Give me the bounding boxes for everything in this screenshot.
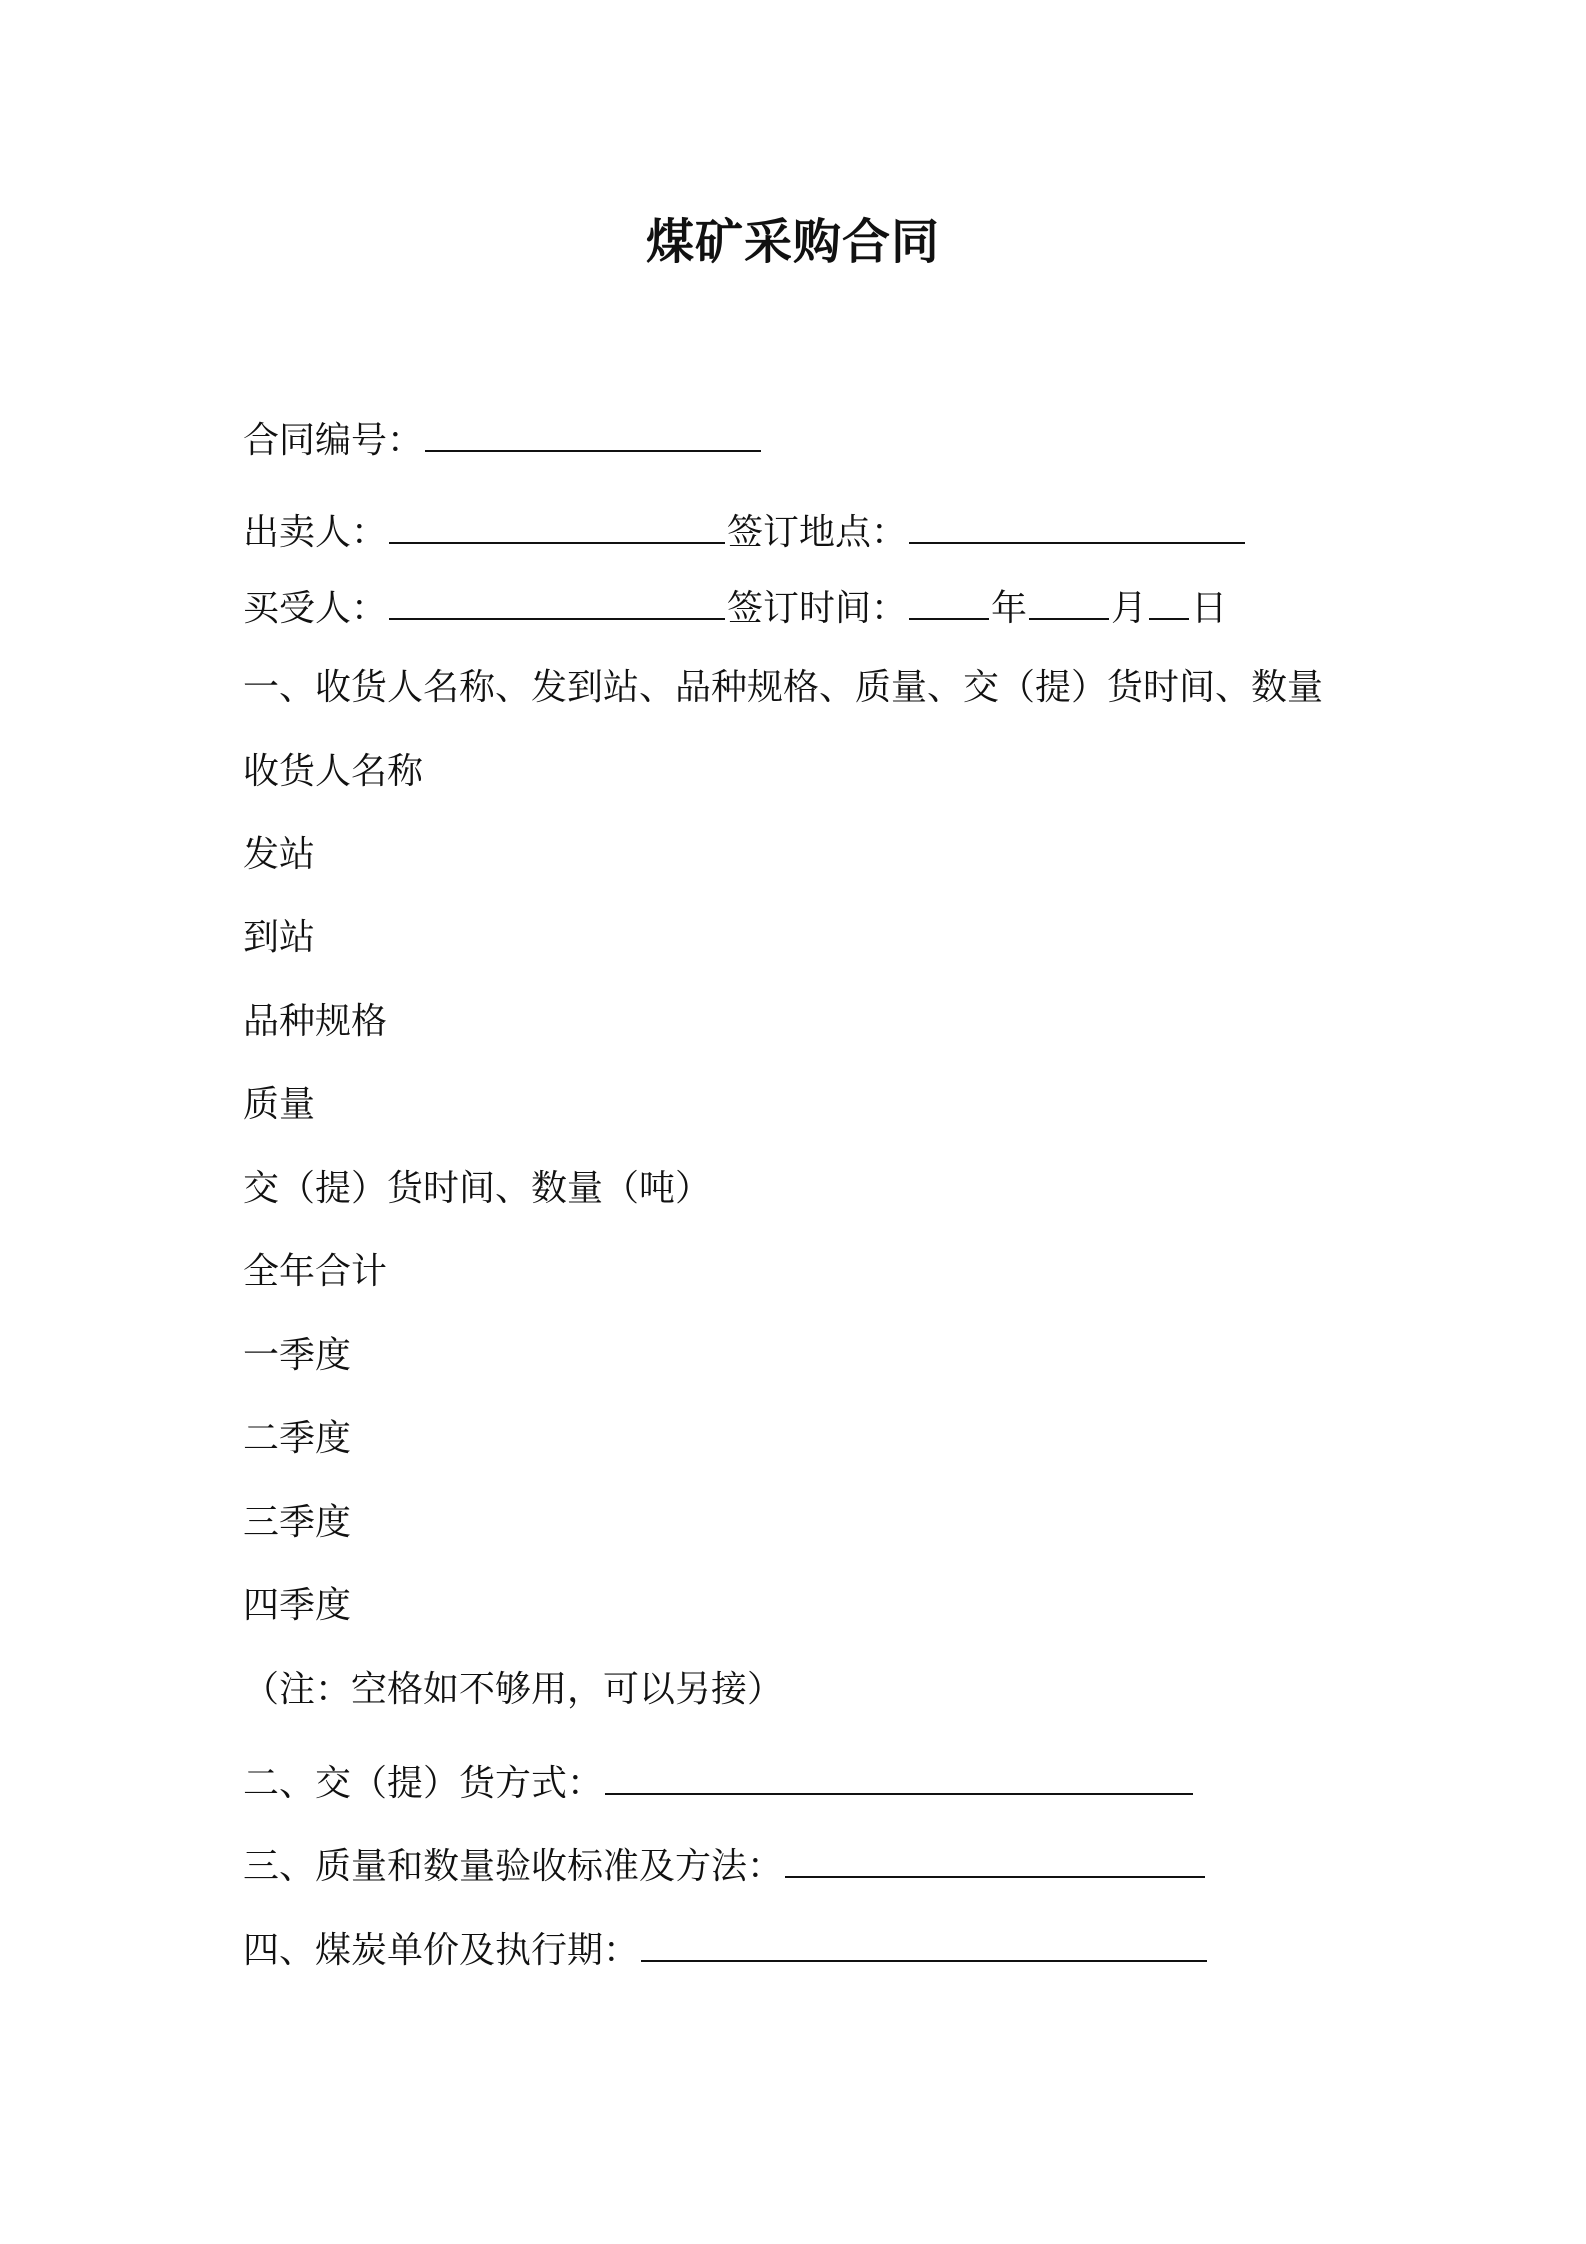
delivery-method-field[interactable] xyxy=(605,1757,1193,1795)
acceptance-standard-field[interactable] xyxy=(785,1840,1205,1878)
sign-place-field[interactable] xyxy=(909,506,1245,544)
section3-line xyxy=(243,1840,1207,1889)
seller-field[interactable] xyxy=(389,506,725,544)
month-label: 月 xyxy=(1111,588,1148,629)
item-arrival-station: 到站 xyxy=(243,917,316,958)
item-delivery-time-quantity: 交（提）货时间、数量（吨） xyxy=(243,1168,712,1209)
contract-no-field[interactable] xyxy=(425,414,761,452)
day-label: 日 xyxy=(1191,588,1228,629)
item-variety-spec: 品种规格 xyxy=(243,1001,388,1042)
seller-line xyxy=(243,506,1247,555)
buyer-field[interactable] xyxy=(389,582,725,620)
item-q3: 三季度 xyxy=(243,1502,352,1543)
item-q2: 二季度 xyxy=(243,1418,352,1459)
section2-label: 二、交（提）货方式： xyxy=(243,1763,604,1804)
document-title: 煤矿采购合同 xyxy=(645,214,940,270)
item-consignee-name: 收货人名称 xyxy=(243,751,424,792)
year-label: 年 xyxy=(991,588,1028,629)
buyer-line xyxy=(243,582,1227,631)
sign-day-field[interactable] xyxy=(1149,582,1189,620)
item-departure-station: 发站 xyxy=(243,834,316,875)
item-quality: 质量 xyxy=(243,1084,316,1125)
note: （注：空格如不够用，可以另接） xyxy=(243,1669,784,1710)
section4-line xyxy=(243,1924,1209,1973)
item-q1: 一季度 xyxy=(243,1335,352,1376)
contract-no-line xyxy=(243,414,763,463)
sign-month-field[interactable] xyxy=(1029,582,1109,620)
buyer-label: 买受人： xyxy=(243,588,388,629)
item-q4: 四季度 xyxy=(243,1585,352,1626)
sign-year-field[interactable] xyxy=(909,582,989,620)
sign-place-label: 签订地点： xyxy=(727,512,908,553)
item-annual-total: 全年合计 xyxy=(243,1251,388,1292)
contract-no-label: 合同编号： xyxy=(243,420,424,461)
section2-line xyxy=(243,1757,1195,1806)
section4-label: 四、煤炭单价及执行期： xyxy=(243,1930,640,1971)
seller-label: 出卖人： xyxy=(243,512,388,553)
sign-time-label: 签订时间： xyxy=(727,588,908,629)
section1-heading: 一、收货人名称、发到站、品种规格、质量、交（提）货时间、数量 xyxy=(243,667,1324,708)
section3-label: 三、质量和数量验收标准及方法： xyxy=(243,1846,784,1887)
unit-price-field[interactable] xyxy=(641,1924,1207,1962)
